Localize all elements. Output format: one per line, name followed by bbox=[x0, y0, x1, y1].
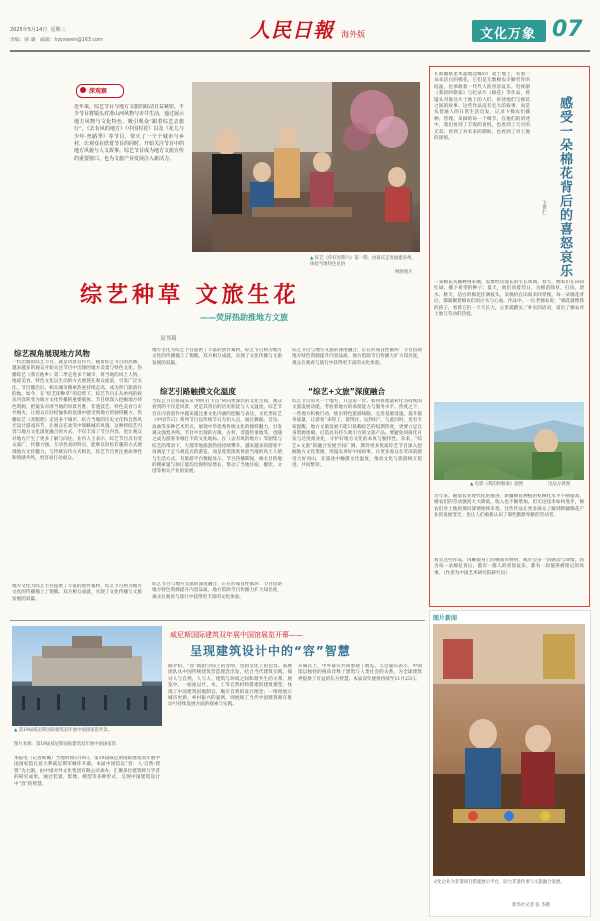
article-3-photo-caption bbox=[14, 728, 164, 734]
masthead-title: 人民日報 bbox=[250, 18, 334, 42]
section-2-text: 当综艺节目将镜头从“网红打卡点”转向更深层的文化空间，观众看到的不仅是风景，更是其背后的历史积淀与人文温度。综艺节目在内容创作中越来越注重文化内涵的挖掘与表达。文化类综艺《中国节日》系列节目以传统节日为切入点，通过舞蹈、音乐、戏曲等多种艺术形式，展现中华优秀传统文化的独特魅力，引发观众强烈共鸣。节目中出现的古镇、古村、非遗传承地等，也随之成为游客争相打卡的文化地标。在《去有风的地方》等剧集与综艺的带动下，大理等地旅游热度持续攀升。越来越多的游客不再满足于走马观花式的游览，而是希望深度体验当地的风土人情与生活方式。有旅游平台数据显示，节目热播期间，相关目的地的搜索量与预订量均出现明显增长，带动了当地住宿、餐饮、文创等相关产业的发展。 bbox=[152, 399, 282, 475]
section-1-continued: 地方文化为综艺节目提供了丰富的创作素材，综艺节目则为地方文化的传播插上了翅膀。双方相互成就，实现了文化传播与文旅发展的双赢。 bbox=[152, 348, 282, 366]
kicker-text: 深观察 bbox=[89, 88, 108, 95]
feature-photo-scene bbox=[192, 82, 420, 252]
article-1-author: 吴书琦 bbox=[160, 336, 177, 342]
article-2-text-2: 一朵棉花从播种到采摘，需要经历漫长的生长周期。春天，棉农们在田间忙碌，播下希望的种子；夏天，他们顶着烈日，为棉苗除草、打顶、浇水；秋天，洁白的棉花挂满枝头，采棉机在田间来回穿梭。每一朵棉花背后，都凝聚着棉农们的汗水与心血。作品中，一位老棉农说：“棉花就像我的孩子，看着它们一天天长大，心里就踏实。”朴实的话语，道出了棉农对土地与劳动的热爱。 bbox=[434, 280, 584, 318]
feature-photo-caption bbox=[310, 256, 420, 267]
article-2-text-4: 看完这些作品，再触摸身上的棉质衣物时，或许会多一份感动与珍惜。因为每一朵棉花背后，都有一群人的喜怒哀乐，都有一段值得被铭记的故事。（作者为中国艺术研究院研究员） bbox=[434, 558, 584, 576]
article-3-text-2: 据介绍，“容”既指空间上的容纳，也指文化上的包容。策展团队从中国传统建筑营造理念出发，结合当代建筑实践，探讨人与自然、人与人、建筑与环境之间和谐共生的关系。展览中，一座座以竹、木、土等自然材料搭建的建筑模型，体现了中国建筑因地制宜、顺应自然的设计理念；一组组展示城市更新、乡村振兴的案例，则展现了当代中国建筑师在推动可持续发展方面的探索与实践。 bbox=[168, 664, 292, 708]
footer-photo-scene bbox=[433, 624, 585, 876]
footer-credit: 新华社记者 张 杰摄 bbox=[512, 903, 550, 908]
article-3-kicker: 威尼斯国际建筑双年展中国馆展览开幕—— bbox=[170, 631, 303, 639]
article-3-text-1: 本报电（记者韩璐）当地时间5月9日，第19届威尼斯国际建筑双年展中国国家馆在意大利威尼斯军械库开幕。本届中国馆以“容：人·自然·建筑”为主题，由中国对外文化集团有限公司承办，汇聚多位建筑师与学者的研究成果，通过装置、影像、模型等多种形式，呈现中国建筑设计中“容”的智慧。 bbox=[14, 756, 160, 787]
article-2-photo bbox=[434, 402, 584, 480]
article-1-subtitle: ——荧屏热助推地方文旅 bbox=[200, 313, 288, 322]
footer-image-label: 图片新闻 bbox=[433, 615, 458, 622]
caption-text-2: 电影《我的阿勒泰》剧照 bbox=[474, 482, 524, 487]
section-heading-2: 综艺引路触摸文化温度 bbox=[160, 387, 236, 396]
section-heading-3: “综艺+文旅”深度融合 bbox=[308, 387, 386, 396]
kicker-icon bbox=[80, 87, 86, 93]
issue-weekday: 星期三 bbox=[50, 27, 66, 33]
page-header bbox=[10, 6, 590, 46]
editor-line: 责编：韩 璐 bbox=[10, 38, 36, 43]
section-1-text: 一档出圈的综艺节目，就是风景宣传片。随着综艺节目的热播，越来越多的观众开始关注节目中出现的地方美景与特色文化。热播综艺《我在他乡》第二季走进多个城市，将当地的风土人情、地道美食、特色文化以生动的方式展现在观众面前，引发广泛关注。节目播出后，相关城市搜索热度持续走高，成为热门旅游目的地。如今，在“综艺即种草”的趋势下，综艺节目正从单纯的娱乐内容转变为地方文化传播的重要载体。节目组深入挖掘地方特色资源，把镜头对准当地的风景名胜、非遗技艺、特色美食与市井烟火，让观众在轻松愉快的氛围中感受到地方的独特魅力。热播综艺《奔跑吧》走进多个城市，结合当地的历史文化和自然风光设计游戏环节，让观众在欢笑中领略城市风貌。这种将综艺内容与地方文化深度融合的方式，不仅丰富了节目内容，也让观众对地方产生了更多了解与向往。业内人士表示，综艺节目具有受众面广、传播力强、互动性高的特点，能够以轻松有趣的方式展现地方文化魅力。与传统宣传方式相比，综艺节目更注重故事性和情感共鸣，更容易打动观众。 bbox=[12, 360, 142, 462]
section-name: 文化万象 bbox=[480, 27, 537, 42]
section-3-text: 综艺节目带火一个地方，只是第一步。如何将流量转化为持续的文旅发展动能，考验着地方的承接能力与服务水平。热度之下，一些地方积极行动，推出特色旅游线路，完善基础设施，提升服务质量，让游客“来得了、留得住、玩得好”。与此同时，也有专家提醒，地方文旅发展不能只依赖综艺的短期热度，更要立足自身资源禀赋，打造具有持久吸引力的文旅产品。要避免同质化开发与过度商业化，守护好地方文化的本真与独特性。未来，“综艺+文旅”的融合发展空间广阔。期待更多优质综艺节目深入挖掘地方文化资源，用镜头讲好中国故事，让更多观众在荧屏前感受大好河山，在旅途中触摸文化温度，推动文化与旅游相互促进、共同繁荣。 bbox=[292, 399, 422, 469]
article-2-title: 感受一朵棉花背后的喜怒哀乐 bbox=[557, 96, 572, 278]
caption-text: 综艺《你好星期六》第一期，由嘉宾走进福建泉州，体验当地特色民俗 bbox=[310, 256, 416, 267]
article-3-title: 呈现建筑设计中的“容”智慧 bbox=[190, 644, 351, 658]
article-1 bbox=[10, 56, 425, 616]
section-2-continued: 综艺节目与地方文旅的深度融合，正在形成良性循环：节目借助地方特色资源提升内容品质，地方借助节目传播力扩大知名度，观众在观看与旅行中获得更丰富的文化体验。 bbox=[292, 348, 422, 366]
article-1-title: 综艺种草 文旅生花 bbox=[80, 283, 300, 308]
feature-photo bbox=[192, 82, 420, 252]
section-1-text2: 地方文化为综艺节目提供了丰富的创作素材，综艺节目则为地方文化的传播插上了翅膀。双方相互成就，实现了文化传播与文旅发展的双赢。 bbox=[12, 584, 142, 602]
masthead-edition: 海外版 bbox=[341, 30, 366, 39]
header-rule bbox=[10, 50, 590, 52]
article-2-text-3: 近年来，随着农业现代化的推进，新疆棉花种植的机械化水平不断提高，棉农们的劳动强度大大降低，收入也不断增加。但无论技术如何进步，棉农们对土地的那份深情始终未变。这些作品让更多观众了解到新疆棉花产业的发展变迁，也让人们重新认识了那些默默奉献的劳动者。 bbox=[434, 494, 584, 519]
article-2-author: 王世仁 bbox=[541, 200, 547, 215]
article-3-photo-scene bbox=[12, 626, 162, 726]
article-3-photo-credit: 图片来源：第19届威尼斯国际建筑双年展中国国家馆 bbox=[14, 742, 117, 747]
issue-date: 2025年5月14日 bbox=[10, 27, 48, 33]
article-2-text-1: 在新疆塔里木盆地边缘的广袤土地上，有着一朵朵洁白的棉花。它们是无数棉农辛勤劳作的结晶，也承载着一代代人的喜怒哀乐。电视剧《我的阿勒泰》与纪录片《棉花》等作品，将镜头对准这片土地上的人们，讲述他们与棉花之间的故事。这些作品没有宏大的叙事，而是从普通人的日常生活出发，记录下棉农们播种、管理、采摘的每一个细节。在他们的讲述中，我们看到了丰收的喜悦，也看到了天灾的无奈；看到了对未来的期盼，也看到了对土地的深情。 bbox=[434, 72, 530, 142]
caption-icon-2: ▲ bbox=[470, 482, 474, 487]
email-line: 邮箱：hzyxiwen@163.com bbox=[40, 38, 103, 43]
article-2-photo-caption bbox=[470, 482, 523, 488]
section-heading-1: 综艺视角展现地方风物 bbox=[14, 349, 90, 358]
caption-icon-3: ▲ bbox=[14, 728, 18, 733]
caption-text-3: 第19届威尼斯国际建筑双年展中国国家馆外景。 bbox=[18, 728, 113, 733]
masthead-logo bbox=[250, 14, 365, 43]
article-2-photo-credit: 出品方供图 bbox=[548, 482, 570, 487]
footer-caption: 文化企业为非遗项目搭建展示平台，助力非遗传承与文旅融合发展。 bbox=[433, 880, 565, 885]
article-3-photo bbox=[12, 626, 162, 726]
feature-photo-credit: 网络图片 bbox=[395, 270, 413, 275]
lead-paragraph: 近年来，综艺节目与地方文旅的联动日益紧密。不少节目将镜头对准山河风物与市井生活，通过展示地方风物与文化特色，吸引观众“跟着综艺去旅行”。《去有风的地方》《中国村花》以及《花儿与少年·丝路季》等节目，带火了一个个城市与乡村，让观众在欣赏节目的同时，开始关注节目中的地方风貌与人文故事。综艺节目成为地方文旅宣传的重要窗口，也为文旅产业发展注入新活力。 bbox=[74, 104, 184, 162]
footer-photo bbox=[433, 624, 585, 876]
article-2-photo-scene bbox=[434, 402, 584, 480]
page-number: 07 bbox=[552, 17, 583, 42]
article-3-text-3: 开幕式上，中外嘉宾共同参观了展览。与会嘉宾表示，中国馆以独特的视角诠释了建筑与人类社会的关系，为全球建筑界提供了有益的东方智慧。本届双年展将持续至11月23日。 bbox=[298, 664, 422, 682]
caption-icon: ▲ bbox=[310, 256, 314, 261]
divider-middle bbox=[10, 620, 425, 621]
section-2-text2: 综艺节目与地方文旅的深度融合，正在形成良性循环：节目借助地方特色资源提升内容品质，地方借助节目传播力扩大知名度，观众在观看与旅行中获得更丰富的文化体验。 bbox=[152, 582, 282, 600]
